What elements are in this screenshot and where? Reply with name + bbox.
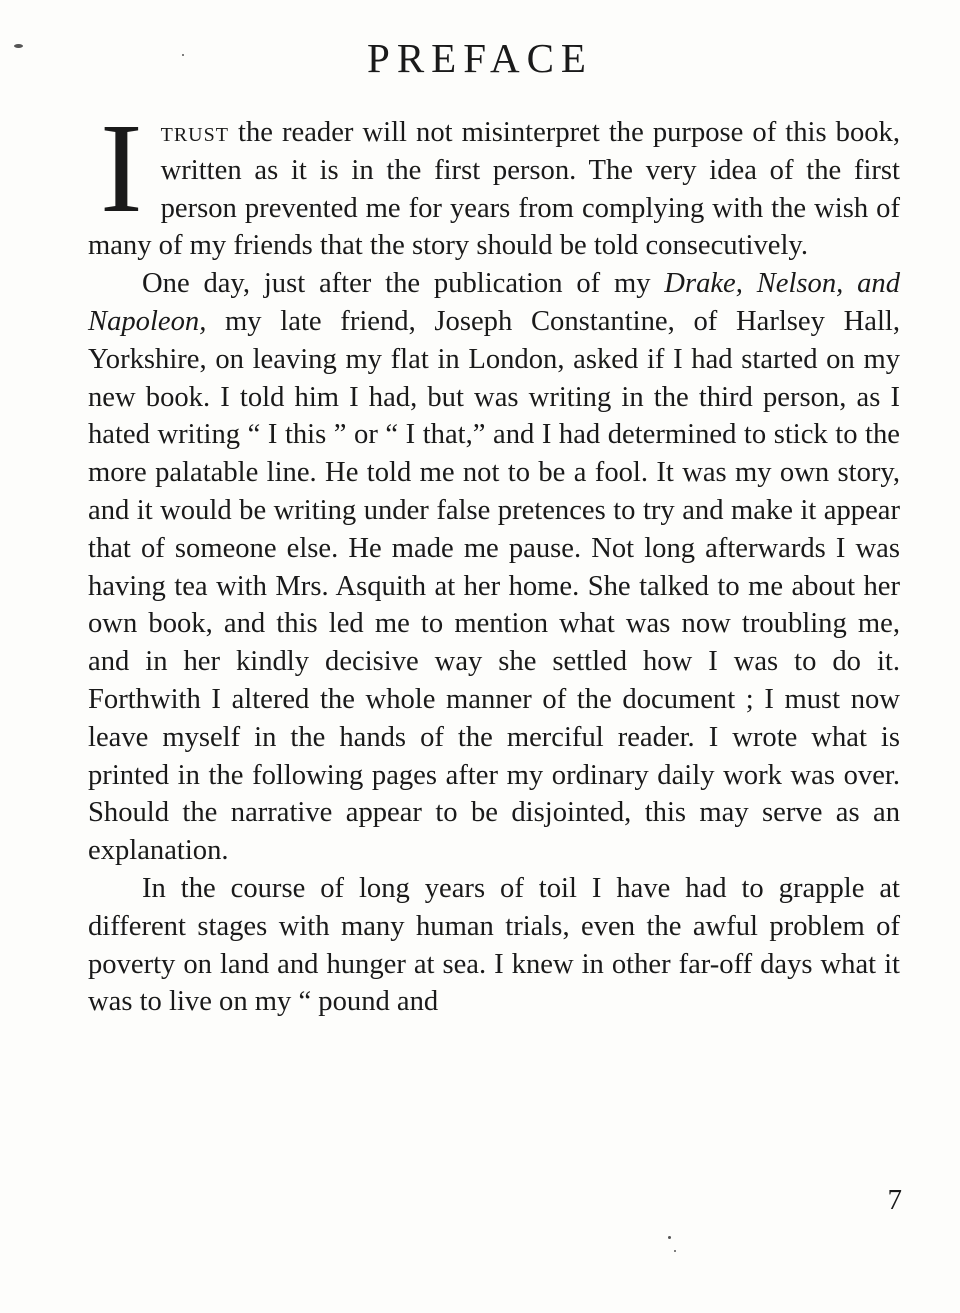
paragraph-3-text: In the course of long years of toil I have had to grapple at different stages with many human trials, even the awful problem of poverty on land and hunger at sea. I knew in other far-off days what it was to live on my “ pound and: [88, 872, 900, 1018]
paragraph-1-text: the reader will not misinterpret the purpose of this book, written as it is in the first person. The very idea of the first person prevented me for years from complying with the wish of many of my friends that the story should be told consecutively.: [88, 117, 900, 262]
scan-speck: [668, 1236, 671, 1239]
paragraph-1: [88, 97, 900, 265]
book-title: Drake, Nelson, and Napoleon,: [88, 268, 900, 337]
small-caps-word: trust: [160, 117, 229, 148]
paragraph-2-lead: One day, just after the publication of my: [142, 268, 665, 300]
page-number: 7: [887, 1184, 902, 1216]
scan-speck: [674, 1250, 676, 1252]
paragraph-2: [88, 265, 900, 870]
preface-body: [88, 97, 900, 1021]
drop-cap: I: [100, 97, 143, 239]
paragraph-3: [88, 870, 900, 1021]
page-title: PREFACE: [367, 35, 593, 81]
scan-speck: [182, 54, 184, 56]
scan-speck: [14, 44, 23, 48]
paragraph-2-text: my late friend, Joseph Constantine, of Harlsey Hall, Yorkshire, on leaving my flat in London, asked if I had started on my new book. I told him I had, but was writing in the third person, as I hated writing “ I this ” or “ I that,” and I had determined to stick to the more palatable line. He told me not to be a fool. It was my own story, and it would be writing under false pretences to try and make it appear that of someone else. He made me pause. Not long afterwards I was having tea with Mrs. Asquith at her home. She talked to me about her own book, and this led me to mention what was now troubling me, and in her kindly decisive way she settled how I was to do it. Forthwith I altered the whole manner of the document ; I must now leave myself in the hands of the merciful reader. I wrote what is printed in the following pages after my ordinary daily work was over. Should the narrative appear to be disjointed, this may serve as an explanation.: [88, 305, 900, 867]
